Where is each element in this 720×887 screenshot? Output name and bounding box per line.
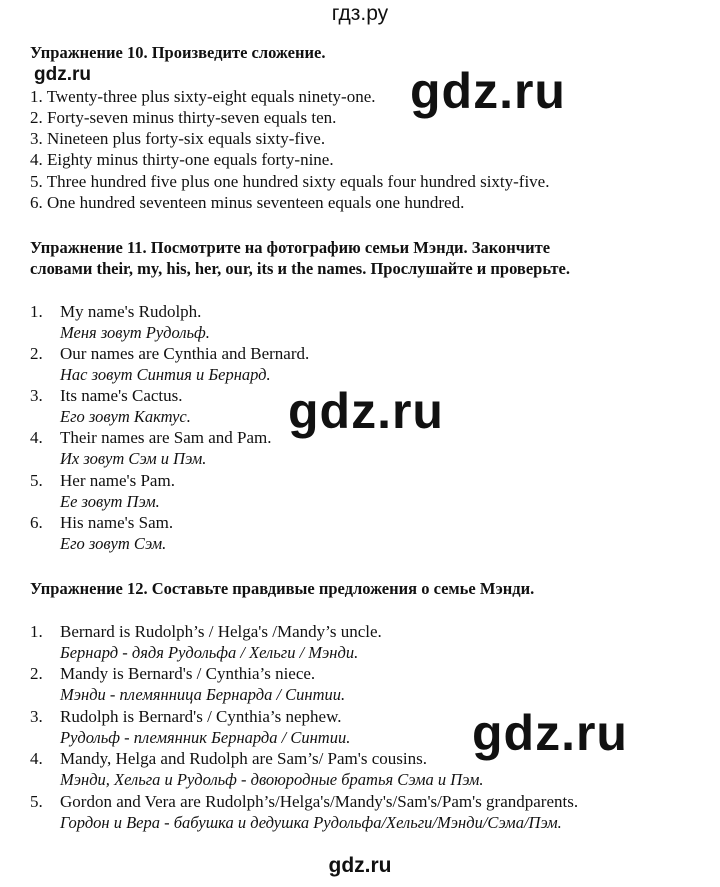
ex12-item-3-ru: Рудольф - племянник Бернарда / Синтии. xyxy=(60,728,351,747)
ex11-item-3-ru: Его зовут Кактус. xyxy=(60,407,191,426)
exercise-10-title: Упражнение 10. Произведите сложение. xyxy=(30,43,326,62)
ex11-item-5-ru: Ее зовут Пэм. xyxy=(60,492,160,511)
ex12-item-4-num: 4. xyxy=(30,749,43,768)
ex12-item-1-num: 1. xyxy=(30,622,43,641)
ex11-item-6-num: 6. xyxy=(30,513,43,532)
ex12-item-3-num: 3. xyxy=(30,707,43,726)
ex10-line-4: 4. Eighty minus thirty-one equals forty-nine. xyxy=(30,150,334,169)
ex11-item-1-num: 1. xyxy=(30,302,43,321)
exercise-11-title-line-1: Упражнение 11. Посмотрите на фотографию семьи Мэнди. Закончите xyxy=(30,238,551,257)
exercise-12-title: Упражнение 12. Составьте правдивые предложения о семье Мэнди. xyxy=(30,579,535,598)
ex12-item-4-ru: Мэнди, Хельга и Рудольф - двоюродные братья Сэма и Пэм. xyxy=(60,770,484,789)
ex11-item-1-en: My name's Rudolph. xyxy=(60,302,202,321)
ex11-item-5-num: 5. xyxy=(30,471,43,490)
ex12-item-5-ru: Гордон и Вера - бабушка и дедушка Рудольфа/Хельги/Мэнди/Сэма/Пэм. xyxy=(60,813,562,832)
ex12-item-2-num: 2. xyxy=(30,664,43,683)
ex11-item-2-ru: Нас зовут Синтия и Бернард. xyxy=(60,365,271,384)
ex11-item-3-en: Its name's Cactus. xyxy=(60,386,183,405)
ex12-item-5-num: 5. xyxy=(30,792,43,811)
watermark-small: gdz.ru xyxy=(34,64,91,85)
ex12-item-4-en: Mandy, Helga and Rudolph are Sam’s/ Pam's cousins. xyxy=(60,749,427,768)
ex10-line-1: 1. Twenty-three plus sixty-eight equals ninety-one. xyxy=(30,87,376,106)
site-header: гдз.ру xyxy=(331,2,389,25)
watermark-big: gdz.ru xyxy=(410,63,566,119)
ex11-item-4-num: 4. xyxy=(30,428,43,447)
ex11-item-3-num: 3. xyxy=(30,386,43,405)
watermark-big-lower: gdz.ru xyxy=(472,705,628,761)
exercise-11-title-line-2: словами their, my, his, her, our, its и the names. Прослушайте и проверьте. xyxy=(30,259,570,278)
ex11-item-1-ru: Меня зовут Рудольф. xyxy=(60,323,210,342)
ex11-item-6-ru: Его зовут Сэм. xyxy=(60,534,167,553)
ex11-item-4-ru: Их зовут Сэм и Пэм. xyxy=(60,449,207,468)
ex12-item-2-ru: Мэнди - племянница Бернарда / Синтии. xyxy=(60,685,346,704)
ex11-item-4-en: Their names are Sam and Pam. xyxy=(60,428,272,447)
ex12-item-3-en: Rudolph is Bernard's / Cynthia’s nephew. xyxy=(60,707,342,726)
ex10-line-3: 3. Nineteen plus forty-six equals sixty-five. xyxy=(30,129,326,148)
ex12-item-1-ru: Бернард - дядя Рудольфа / Хельги / Мэнди. xyxy=(60,643,359,662)
watermark-big-middle: gdz.ru xyxy=(288,383,444,439)
site-footer: gdz.ru xyxy=(328,854,392,877)
ex12-item-1-en: Bernard is Rudolph’s / Helga's /Mandy’s uncle. xyxy=(60,622,382,641)
ex11-item-2-num: 2. xyxy=(30,344,43,363)
ex12-item-5-en: Gordon and Vera are Rudolph’s/Helga's/Mandy's/Sam's/Pam's grandparents. xyxy=(60,792,579,811)
ex10-line-5: 5. Three hundred five plus one hundred sixty equals four hundred sixty-five. xyxy=(30,172,550,191)
ex10-line-2: 2. Forty-seven minus thirty-seven equals ten. xyxy=(30,108,337,127)
ex10-line-6: 6. One hundred seventeen minus seventeen equals one hundred. xyxy=(30,193,465,212)
ex11-item-6-en: His name's Sam. xyxy=(60,513,174,532)
ex11-item-5-en: Her name's Pam. xyxy=(60,471,175,490)
ex12-item-2-en: Mandy is Bernard's / Cynthia’s niece. xyxy=(60,664,316,683)
ex11-item-2-en: Our names are Cynthia and Bernard. xyxy=(60,344,310,363)
